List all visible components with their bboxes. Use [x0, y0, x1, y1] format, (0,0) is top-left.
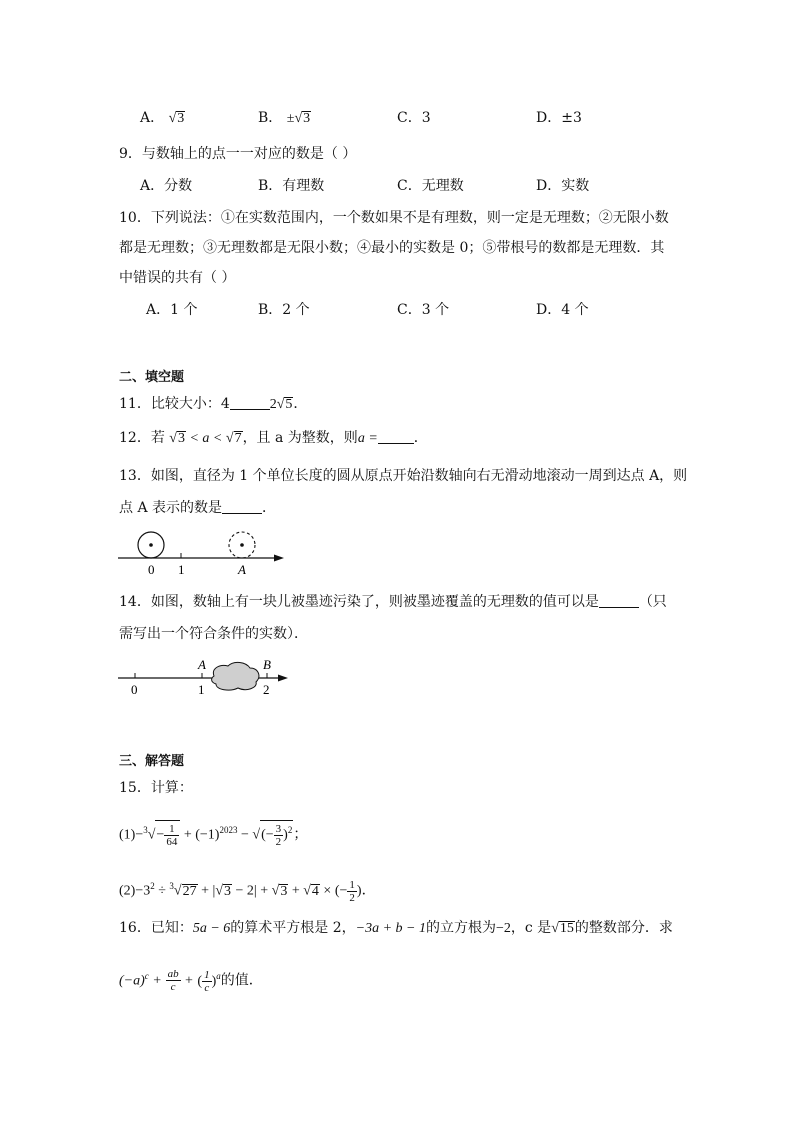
q13-number-line-figure	[116, 526, 296, 576]
q8-option-d: D．±3	[536, 110, 582, 126]
point-label-a: A	[238, 562, 246, 576]
q10-line1: 10．下列说法：①在实数范围内，一个数如果不是有理数，则一定是无理数；②无限小数	[119, 210, 669, 226]
q8-option-c: C．3	[397, 110, 431, 126]
q16-line2: $(-a)^c$ + $\frac{ab}{c}$ + ( $\frac{1}{c}$ )$^a$的值．	[119, 968, 263, 994]
q10-line2: 都是无理数；③无理数都是无限小数；④最小的实数是 0；⑤带根号的数都是无理数．其	[119, 240, 665, 256]
point-label-b: B	[263, 657, 271, 672]
q15-stem: 15．计算：	[119, 780, 193, 796]
q11: 11．比较大小：4 2√5．	[119, 396, 308, 412]
q12: 12．若 √3 < a < √7，且 a 为整数，则a = ．	[119, 430, 428, 446]
q14-number-line-figure	[116, 654, 296, 698]
circle-center-dot	[240, 543, 244, 547]
tick-label-1: 1	[178, 562, 185, 576]
arrow-head-icon	[274, 555, 284, 562]
section-title-solve: 三、解答题	[119, 754, 185, 769]
arrow-head-icon	[278, 675, 288, 682]
answer-blank	[599, 593, 639, 608]
sqrt-3: 3	[177, 111, 185, 126]
ink-blot	[212, 662, 259, 690]
q15-part1: (1)−$^3$√− $\frac{1}{64}$ + $(-1)^{2023}$ − √(− $\frac{3}{2}$ )$^2$；	[119, 818, 307, 848]
q8-option-b: B． ±√3	[258, 110, 311, 126]
q10-option-b: B．2 个	[258, 302, 310, 318]
q9-stem: 9．与数轴上的点一一对应的数是（ ）	[119, 146, 357, 162]
answer-blank	[230, 395, 270, 410]
tick-label-0: 0	[148, 562, 155, 576]
q13-line2: 点 A 表示的数是 ．	[119, 500, 277, 516]
answer-blank	[378, 429, 414, 444]
circle-center-dot	[149, 543, 153, 547]
q10-option-a: A．1 个	[146, 302, 198, 318]
cube-root: − $\frac{1}{64}$	[155, 820, 180, 848]
tick-label-0: 0	[131, 682, 138, 697]
tick-label-2: 2	[263, 682, 270, 697]
q14-line2: 需写出一个符合条件的实数）．	[119, 626, 308, 642]
q9-option-c: C．无理数	[397, 178, 464, 194]
q9-option-d: D．实数	[536, 178, 590, 194]
q10-line3: 中错误的共有（ ）	[119, 270, 236, 286]
q10-option-c: C．3 个	[397, 302, 450, 318]
section-title-fill-in: 二、填空题	[119, 370, 185, 385]
point-label-a: A	[198, 657, 206, 672]
q14-line1: 14．如图，数轴上有一块儿被墨迹污染了，则被墨迹覆盖的无理数的值可以是 （只	[119, 594, 667, 610]
q16-line1: 16．已知：5a − 6的算术平方根是 2，−3a + b − 1的立方根为−2，c 是√15的整数部分．求	[119, 920, 673, 936]
square-root: (− $\frac{3}{2}$ )$^2$	[260, 820, 293, 848]
tick-label-1: 1	[198, 682, 205, 697]
q8-option-a: A． √3	[140, 110, 185, 126]
q15-part2: $(2)-3^2 \div ^3√27 + |√3 - 2| + √3 + √4$ × (− $\frac{1}{2}$ )．	[119, 878, 376, 904]
q13-line1: 13．如图，直径为 1 个单位长度的圆从原点开始沿数轴向右无滑动地滚动一周到达点 A，则	[119, 468, 688, 484]
q10-option-d: D．4 个	[536, 302, 589, 318]
answer-blank	[222, 499, 262, 514]
q9-option-a: A．分数	[140, 178, 193, 194]
q9-option-b: B．有理数	[258, 178, 325, 194]
